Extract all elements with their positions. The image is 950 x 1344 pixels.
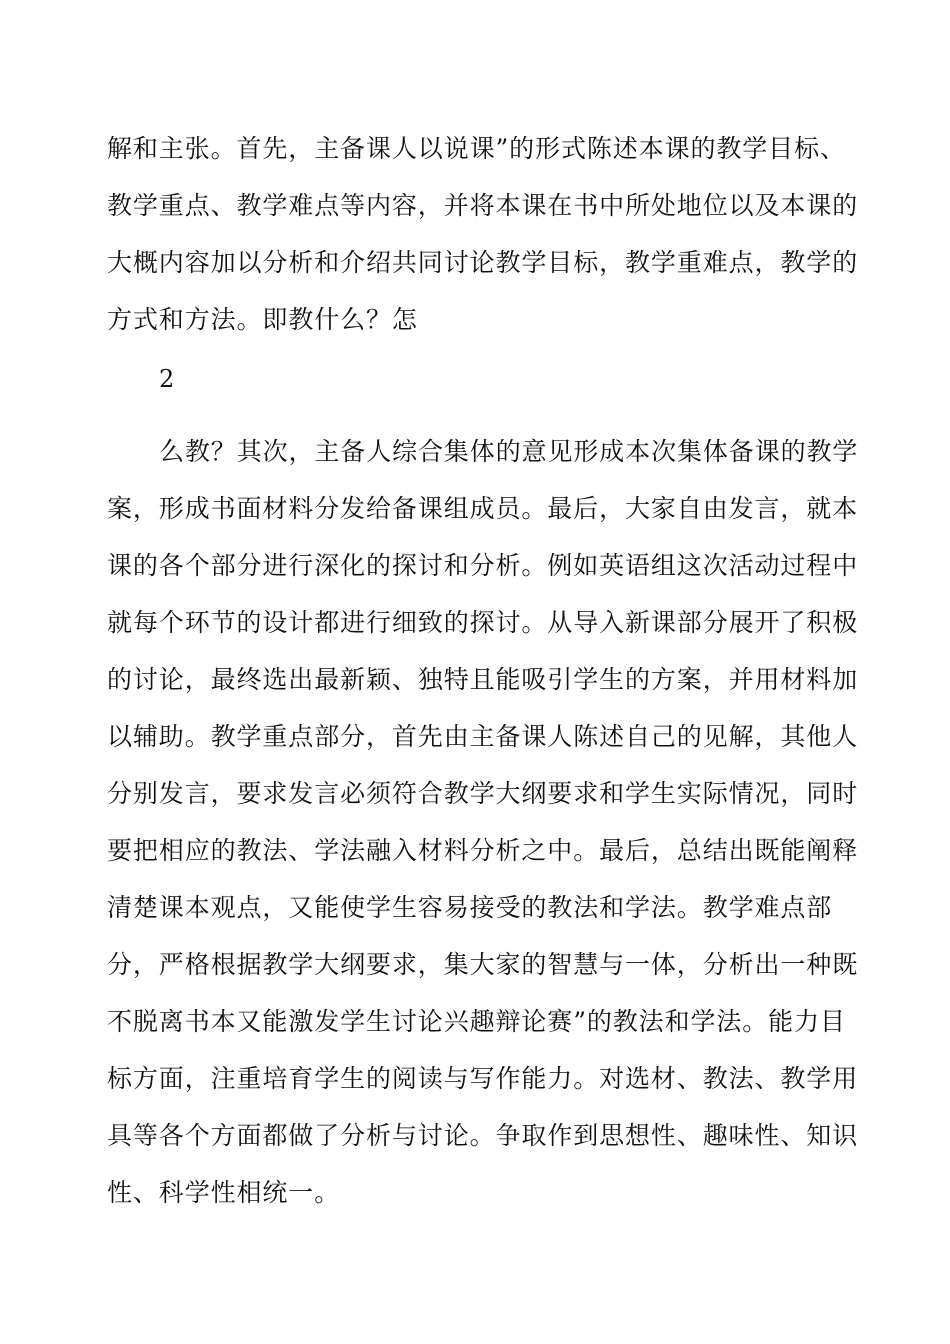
paragraph-1-line-3: 大概内容加以分析和介绍共同讨论教学目标，教学重难点，教学的 [107,248,859,277]
paragraph-2-line-8: 要把相应的教法、学法融入材料分析之中。最后，总结出既能阐释 [107,836,859,865]
page-number: 2 [159,365,175,393]
paragraph-2-line-10: 分，严格根据教学大纲要求，集大家的智慧与一体，分析出一种既 [107,950,859,979]
paragraph-2-line-6: 以辅助。教学重点部分，首先由主备课人陈述自己的见解，其他人 [107,722,859,751]
paragraph-2-line-2: 案，形成书面材料分发给备课组成员。最后，大家自由发言，就本 [107,494,859,523]
paragraph-1-line-1: 解和主张。首先，主备课人以说课”的形式陈述本课的教学目标、 [107,134,846,163]
paragraph-2-line-7: 分别发言，要求发言必须符合教学大纲要求和学生实际情况，同时 [107,779,859,808]
paragraph-2-line-11: 不脱离书本又能激发学生讨论兴趣辩论赛”的教法和学法。能力目 [107,1007,846,1036]
paragraph-2-line-1: 么教？其次，主备人综合集体的意见形成本次集体备课的教学 [159,437,859,466]
paragraph-2-line-3: 课的各个部分进行深化的探讨和分析。例如英语组这次活动过程中 [107,551,859,580]
paragraph-2-line-14: 性、科学性相统一。 [107,1178,341,1207]
paragraph-2-line-5: 的讨论，最终选出最新颖、独特且能吸引学生的方案，并用材料加 [107,665,859,694]
paragraph-2-line-12: 标方面，注重培育学生的阅读与写作能力。对选材、教法、教学用 [107,1064,859,1093]
paragraph-1-line-2: 教学重点、教学难点等内容，并将本课在书中所处地位以及本课的 [107,191,859,220]
paragraph-2-line-9: 清楚课本观点，又能使学生容易接受的教法和学法。教学难点部 [107,893,833,922]
paragraph-2-line-13: 具等各个方面都做了分析与讨论。争取作到思想性、趣味性、知识 [107,1121,859,1150]
paragraph-2-line-4: 就每个环节的设计都进行细致的探讨。从导入新课部分展开了积极 [107,608,859,637]
paragraph-1-line-4: 方式和方法。即教什么？怎 [107,305,418,334]
